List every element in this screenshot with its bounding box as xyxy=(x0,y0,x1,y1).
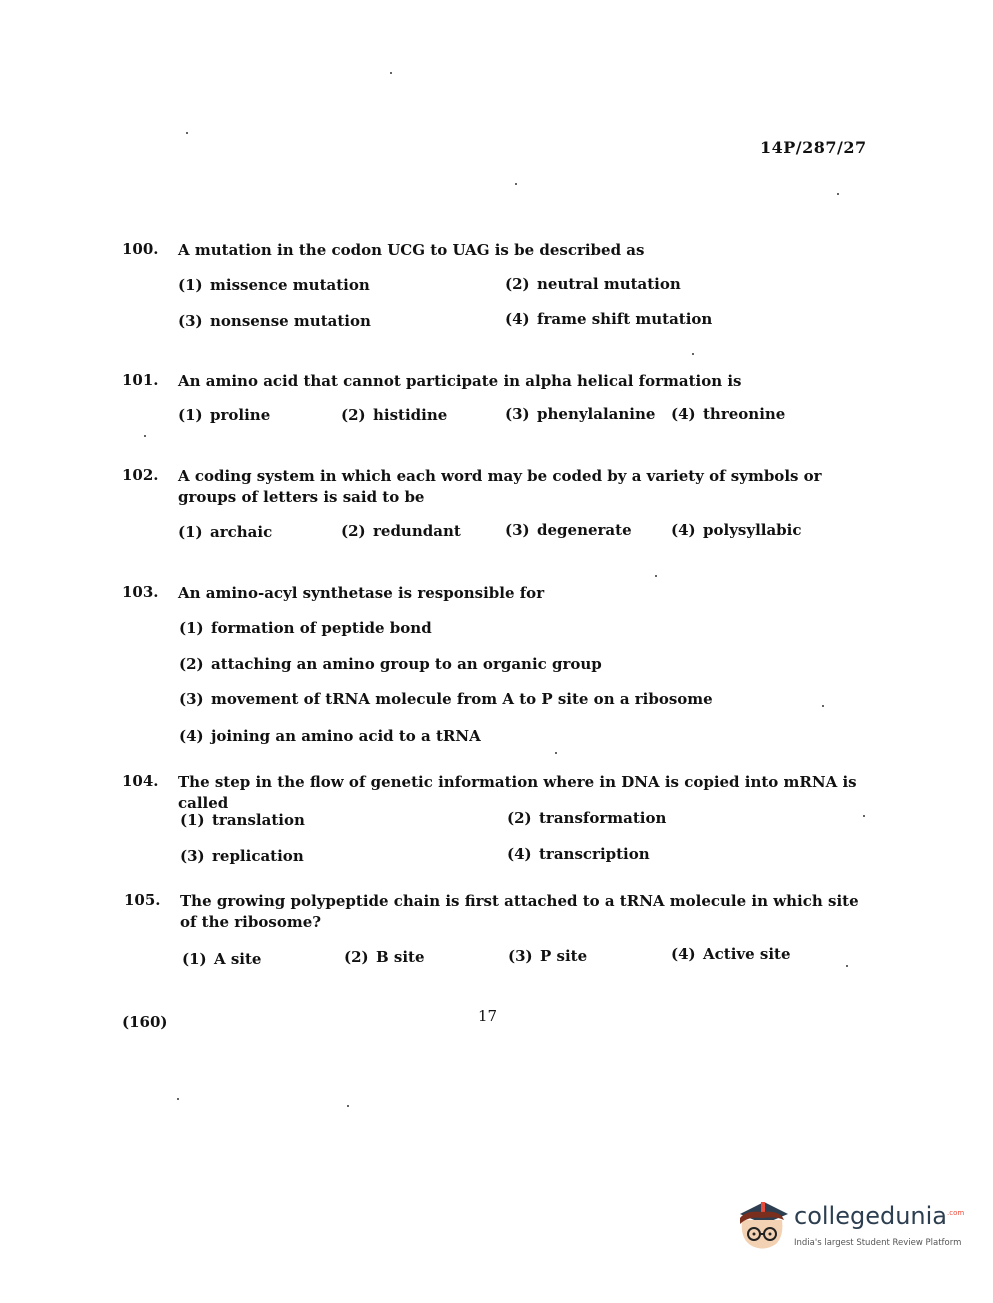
option-number: (3) xyxy=(179,690,204,708)
option-2 xyxy=(341,522,461,540)
logo-name xyxy=(794,1202,964,1230)
option-number: (4) xyxy=(179,727,204,745)
option-4 xyxy=(671,945,791,963)
question-text: The step in the flow of genetic information where in DNA is copied into mRNA is called xyxy=(178,773,857,812)
option-text: phenylalanine xyxy=(537,405,656,423)
option-2 xyxy=(505,275,681,293)
option-text: nonsense mutation xyxy=(210,312,371,330)
option-text: attaching an amino group to an organic group xyxy=(211,655,602,673)
scan-speck xyxy=(177,1098,179,1100)
logo-tagline: India's largest Student Review Platform xyxy=(794,1238,962,1248)
option-1 xyxy=(180,811,305,829)
option-text: joining an amino acid to a tRNA xyxy=(211,727,481,745)
option-text: degenerate xyxy=(537,521,632,539)
option-text: translation xyxy=(212,811,305,829)
option-number: (4) xyxy=(671,521,696,539)
option-number: (2) xyxy=(507,809,532,827)
option-3 xyxy=(505,405,655,423)
option-text: replication xyxy=(212,847,304,865)
page-number: 17 xyxy=(478,1007,498,1025)
scan-speck xyxy=(515,183,517,185)
option-text: proline xyxy=(210,406,271,424)
option-number: (1) xyxy=(178,406,203,424)
option-1 xyxy=(179,619,432,637)
option-text: B site xyxy=(376,948,425,966)
option-text: transcription xyxy=(539,845,650,863)
option-text: frame shift mutation xyxy=(537,310,713,328)
collegedunia-logo xyxy=(732,1196,965,1258)
option-2 xyxy=(507,809,666,827)
scan-speck xyxy=(846,965,848,967)
option-text: formation of peptide bond xyxy=(211,619,432,637)
option-text: transformation xyxy=(539,809,667,827)
option-number: (4) xyxy=(671,945,696,963)
option-number: (1) xyxy=(178,523,203,541)
question-number: 103. xyxy=(122,583,159,601)
option-2 xyxy=(341,406,447,424)
option-number: (1) xyxy=(179,619,204,637)
option-text: A site xyxy=(214,950,262,968)
option-number: (2) xyxy=(505,275,530,293)
question-number: 101. xyxy=(122,371,159,389)
scan-speck xyxy=(822,705,824,707)
question-text: An amino acid that cannot participate in alpha helical formation is xyxy=(178,372,742,390)
scan-speck xyxy=(186,132,188,134)
option-text: neutral mutation xyxy=(537,275,681,293)
option-text: threonine xyxy=(703,405,786,423)
scan-speck xyxy=(655,575,657,577)
option-4 xyxy=(507,845,650,863)
option-number: (3) xyxy=(180,847,205,865)
option-number: (1) xyxy=(182,950,207,968)
question-number: 100. xyxy=(122,240,159,258)
option-text: histidine xyxy=(373,406,448,424)
scan-speck xyxy=(692,353,694,355)
option-4 xyxy=(671,405,785,423)
option-4 xyxy=(505,310,712,328)
option-1 xyxy=(178,523,272,541)
option-1 xyxy=(182,950,261,968)
question-text: The growing polypeptide chain is first attached to a tRNA molecule in which site of the ribosome? xyxy=(180,892,859,931)
logo-suffix: .com xyxy=(947,1209,965,1217)
option-text: missence mutation xyxy=(210,276,370,294)
option-text: polysyllabic xyxy=(703,521,802,539)
option-3 xyxy=(505,521,632,539)
option-number: (4) xyxy=(671,405,696,423)
scan-speck xyxy=(347,1105,349,1107)
option-3 xyxy=(178,312,371,330)
option-number: (3) xyxy=(178,312,203,330)
scan-speck xyxy=(390,72,392,74)
mascot-icon xyxy=(732,1196,792,1258)
option-number: (3) xyxy=(505,405,530,423)
scan-speck xyxy=(837,193,839,195)
question-number: 105. xyxy=(124,891,161,909)
question-number: 104. xyxy=(122,772,159,790)
page-code: 14P/287/27 xyxy=(760,138,867,157)
option-text: P site xyxy=(540,947,588,965)
option-number: (4) xyxy=(507,845,532,863)
option-4 xyxy=(179,727,481,745)
option-text: redundant xyxy=(373,522,461,540)
option-number: (2) xyxy=(179,655,204,673)
option-number: (1) xyxy=(180,811,205,829)
question-number: 102. xyxy=(122,466,159,484)
option-number: (3) xyxy=(505,521,530,539)
scan-speck xyxy=(555,752,557,754)
option-4 xyxy=(671,521,802,539)
option-1 xyxy=(178,276,370,294)
option-number: (2) xyxy=(341,522,366,540)
option-number: (3) xyxy=(508,947,533,965)
option-2 xyxy=(344,948,425,966)
option-1 xyxy=(178,406,270,424)
option-3 xyxy=(508,947,587,965)
option-3 xyxy=(180,847,304,865)
option-text: Active site xyxy=(703,945,791,963)
option-number: (2) xyxy=(341,406,366,424)
logo-wordmark: collegedunia xyxy=(794,1202,948,1230)
question-text: An amino-acyl synthetase is responsible for xyxy=(178,584,545,602)
scan-speck xyxy=(863,815,865,817)
option-number: (2) xyxy=(344,948,369,966)
option-3 xyxy=(179,690,713,708)
option-text: archaic xyxy=(210,523,273,541)
question-text: A mutation in the codon UCG to UAG is be described as xyxy=(178,241,645,259)
scan-speck xyxy=(144,435,146,437)
option-number: (1) xyxy=(178,276,203,294)
option-number: (4) xyxy=(505,310,530,328)
question-text: A coding system in which each word may be coded by a variety of symbols or groups of letters is said to be xyxy=(178,467,822,506)
option-text: movement of tRNA molecule from A to P site on a ribosome xyxy=(211,690,713,708)
footer-code: (160) xyxy=(122,1013,168,1031)
option-2 xyxy=(179,655,602,673)
